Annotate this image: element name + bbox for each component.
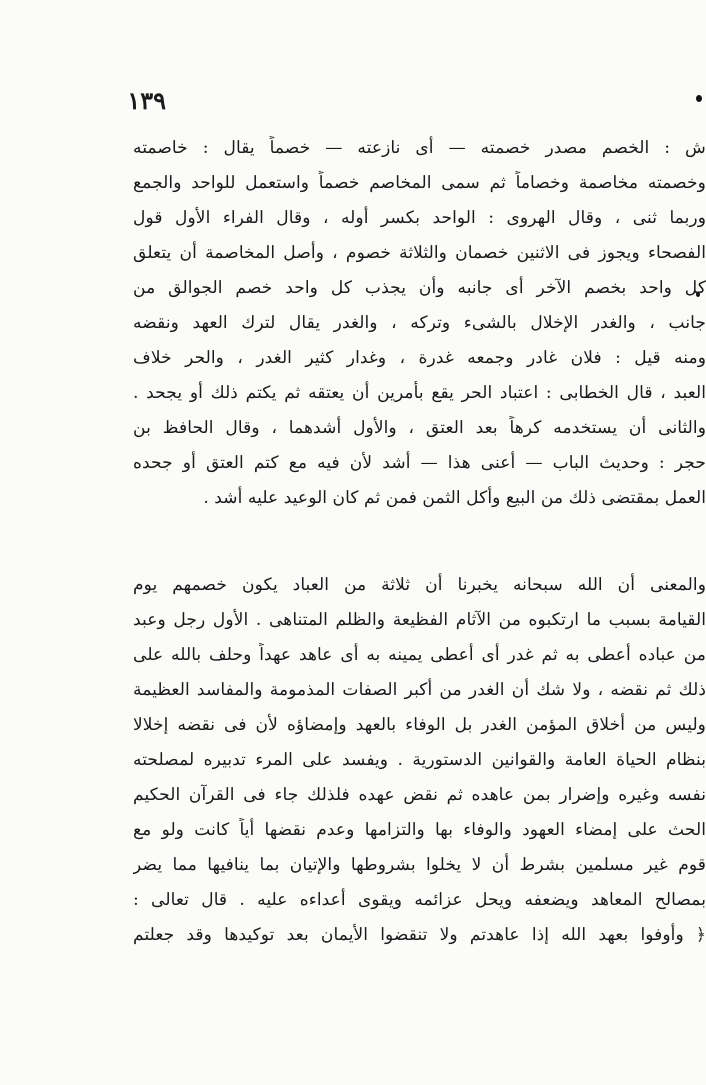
text-line: العمل بمقتضى ذلك من البيع وأكل الثمن فمن ثم كان الوعيد عليه أشد . [203,488,706,508]
text-line: القيامة بسبب ما ارتكبوه من الآثام الفظيعة والظلم المتناهى . الأول رجل وعبد [133,610,706,630]
text-line: بنظام الحياة العامة والقوانين الدستورية . ويفسد على المرء تدبيره لمصلحته [133,750,706,770]
text-line: وليس من أخلاق المؤمن الغدر بل الوفاء بالعهد وإمضاؤه لأن فى نقضه إخلالا [133,715,706,735]
text-line: وخصمته مخاصمة وخصاماً ثم سمى المخاصم خصماً واستعمل للواحد والجمع [133,173,706,193]
text-line: ش : الخصم مصدر خصمته — أى نازعته — خصماً يقال : خاصمته [133,138,706,158]
text-line: والثانى أن يستخدمه كرهاً بعد العتق ، والأول أشدهما ، وقال الحافظ بن [133,418,706,438]
text-line: من عباده أعطى به ثم غدر أى أعطى يمينه به أى عاهد عهداً وحلف بالله على [133,645,706,665]
text-line: نفسه وغيره وإضرار بمن عاهده ثم نقض عهده فلذلك جاء فى القرآن الحكيم [133,785,706,805]
page-number: ١٣٩ [127,86,166,115]
text-line: حجر : وحديث الباب — أعنى هذا — أشد لأن فيه مع كتم العتق أو جحده [133,453,706,473]
text-line: العبد ، قال الخطابى : اعتباد الحر يقع بأمرين أن يعتقه ثم يكتم ذلك أو يجحد . [133,383,706,403]
text-line: جانب ، والغدر الإخلال بالشىء وتركه ، والغدر يقال لترك العهد ونقضه [133,313,706,333]
text-line: والمعنى أن الله سبحانه يخبرنا أن ثلاثة من العباد يكون خصمهم يوم [133,575,706,595]
text-line: بمصالح المعاهد ويضعفه ويحل عزائمه ويقوى أعداءه عليه . قال تعالى : [133,890,706,910]
text-line: ﴿ وأوفوا بعهد الله إذا عاهدتم ولا تنقضوا الأيمان بعد توكيدها وقد جعلتم [133,925,706,945]
text-line: ومنه قيل : فلان غادر وجمعه غدرة ، وغدار كثير الغدر ، والحر خلاف [133,348,706,368]
text-line: وربما ثنى ، وقال الهروى : الواحد بكسر أوله ، وقال الفراء الأول قول [133,208,706,228]
text-line: كل واحد بخصم الآخر أى جانبه وأن يجذب كل واحد خصم الجوالق من [133,278,706,298]
text-line: قوم غير مسلمين بشرط أن لا يخلوا بشروطها والإتيان بما ينافيها مما يضر [133,855,706,875]
text-line: الفصحاء ويجوز فى الاثنين خصمان والثلاثة خصوم ، وأصل المخاصمة أن يتعلق [133,243,706,263]
margin-dot [696,95,702,102]
text-line: ذلك ثم نقضه ، ولا شك أن الغدر من أكبر الصفات المذمومة والمفاسد العظيمة [133,680,706,700]
text-line: الحث على إمضاء العهود والوفاء بها والتزامها وعدم نقضها أياً كانت ولو مع [133,820,706,840]
